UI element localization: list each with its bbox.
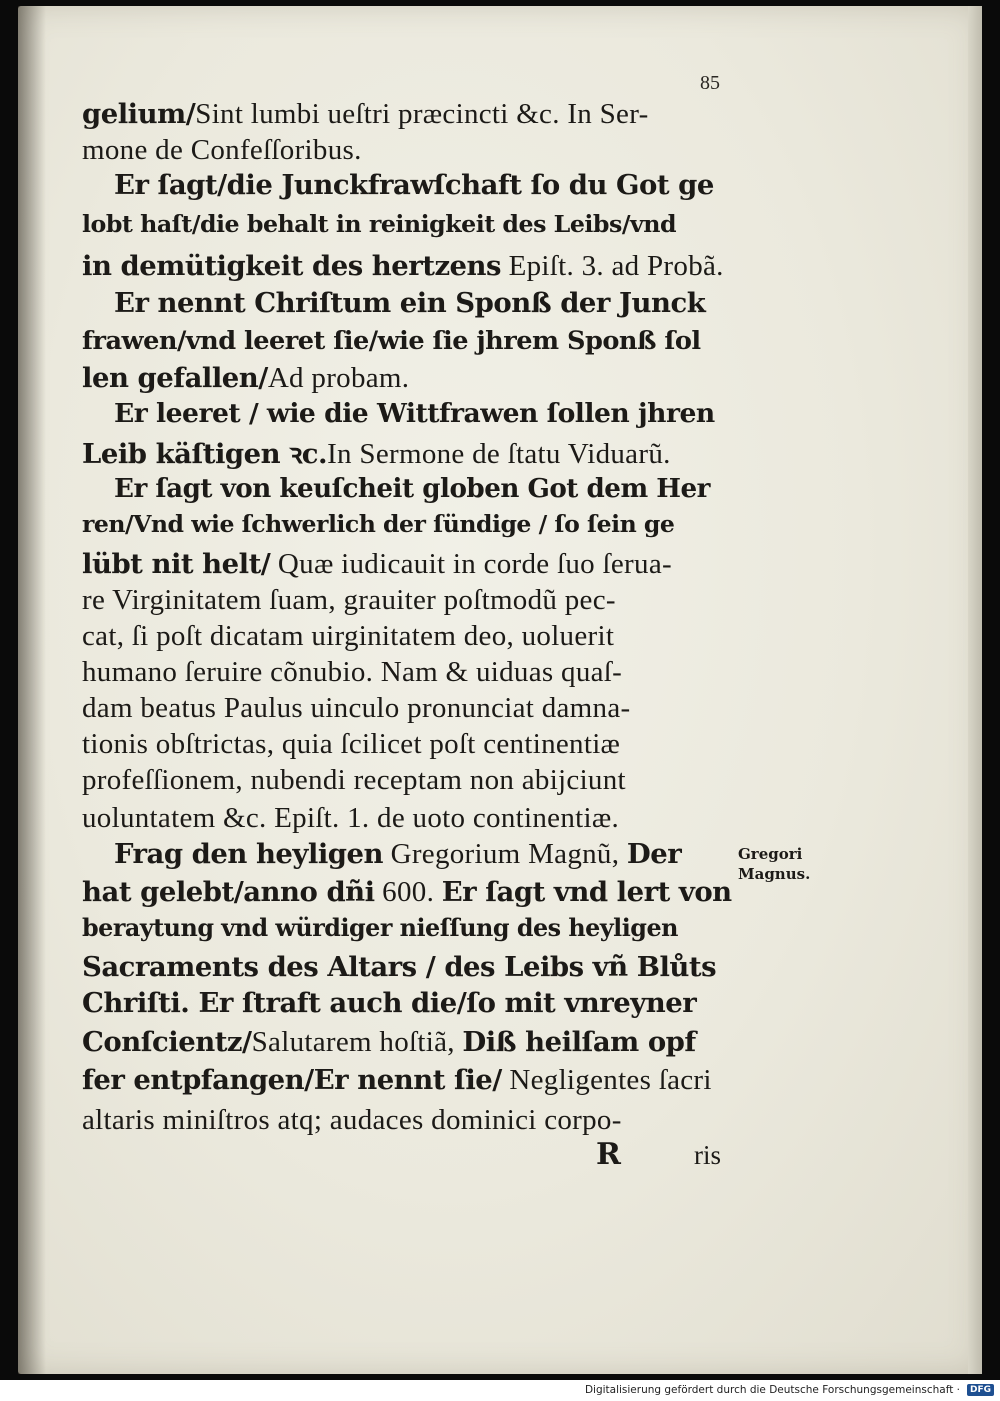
fraktur-text: Er ſagt/die Junckfrawſchaft ſo du Got ge xyxy=(114,169,714,201)
text-line xyxy=(82,586,732,615)
fraktur-text: Frag den heyligen xyxy=(114,838,384,870)
fraktur-text: Er ſagt von keuſcheit globen Got dem Her xyxy=(114,473,710,504)
text-line xyxy=(82,951,732,983)
text-line xyxy=(82,328,732,355)
latin-text: Sint lumbi ueſtri præcincti &c. In Ser- xyxy=(195,98,649,130)
fraktur-text: Conſcientz/ xyxy=(82,1026,252,1058)
signature-mark: R xyxy=(596,1137,621,1172)
fraktur-text: Chriſti. Er ſtraft auch die/ſo mit vnreyner xyxy=(82,987,697,1019)
text-line xyxy=(82,987,732,1019)
fraktur-text: in demütigkeit des hertzens xyxy=(82,250,502,282)
fraktur-text: fer entpfangen/Er nennt ſie/ xyxy=(82,1064,502,1096)
page-gutter-shadow xyxy=(18,6,46,1374)
latin-text: dam beatus Paulus uinculo pronunciat damna- xyxy=(82,692,631,724)
text-line xyxy=(114,287,732,319)
latin-text: uoluntatem &c. Epiſt. 1. de uoto continentiæ. xyxy=(82,802,620,834)
fraktur-text: Leib käſtigen ꝛc. xyxy=(82,438,328,470)
text-line xyxy=(82,1028,732,1057)
fraktur-text: Diß heilſam opf xyxy=(462,1026,696,1058)
latin-text: Gregorium Magnũ, xyxy=(383,838,627,870)
text-line xyxy=(82,550,732,579)
latin-text: Negligentes ſacri xyxy=(501,1064,712,1096)
latin-text: cat, ſi poſt dicatam uirginitatem deo, uoluerit xyxy=(82,620,615,652)
text-line xyxy=(114,169,732,201)
latin-text: profeſſionem, nubendi receptam non abijciunt xyxy=(82,764,626,796)
latin-text: re Virginitatem ſuam, grauiter poſtmodũ pec- xyxy=(82,584,616,616)
fraktur-text: Er ſagt vnd lert von xyxy=(441,876,732,908)
fraktur-text: frawen/vnd leeret ſie/wie ſie jhrem Sponß ſol xyxy=(82,326,701,356)
margin-note-line-1: Gregori xyxy=(738,845,803,863)
fraktur-text: Sacraments des Altars / des Leibs vñ Blůts xyxy=(82,951,717,983)
margin-note-line-2: Magnus. xyxy=(738,865,811,883)
latin-text: Salutarem hoſtiã, xyxy=(251,1026,463,1058)
latin-text: Ad probam. xyxy=(267,362,410,394)
text-line xyxy=(82,878,732,907)
text-line xyxy=(82,136,732,165)
text-line xyxy=(82,364,732,393)
fraktur-text: hat gelebt/anno dñi xyxy=(82,876,375,908)
text-line xyxy=(82,916,732,942)
text-line xyxy=(114,473,732,504)
latin-text: 600. xyxy=(374,876,442,908)
text-line xyxy=(114,400,732,428)
fraktur-text: len gefallen/ xyxy=(82,362,268,394)
text-line xyxy=(82,622,732,651)
text-line xyxy=(114,840,732,869)
latin-text: tionis obſtrictas, quia ſcilicet poſt centinentiæ xyxy=(82,728,621,760)
fraktur-text: ren/Vnd wie ſchwerlich der ſündige / ſo ſein ge xyxy=(82,510,675,538)
latin-text: altaris miniſtros atq; audaces dominici corpo- xyxy=(82,1104,622,1136)
text-line xyxy=(82,1106,732,1135)
text-line xyxy=(82,658,732,687)
latin-text: humano ſeruire cõnubio. Nam & uiduas quaſ- xyxy=(82,656,623,688)
fraktur-text: gelium/ xyxy=(82,98,196,130)
text-line xyxy=(82,512,732,537)
fraktur-text: lobt haſt/die behalt in reinigkeit des Leibs/vnd xyxy=(82,210,677,238)
footer-credit: Digitalisierung gefördert durch die Deutsche Forschungsgemeinschaft · xyxy=(584,1384,960,1396)
text-line xyxy=(82,252,732,281)
fraktur-text: Der xyxy=(626,838,682,870)
latin-text: Epiſt. 3. ad Probã. xyxy=(501,250,724,282)
latin-text: mone de Confeſſoribus. xyxy=(82,134,362,166)
dfg-logo: DFG xyxy=(967,1384,994,1396)
text-line xyxy=(82,730,732,759)
fraktur-text: lübt nit helt/ xyxy=(82,548,271,580)
text-line xyxy=(82,212,732,238)
latin-text: Quæ iudicauit in corde ſuo ſerua- xyxy=(270,548,672,580)
text-line xyxy=(82,694,732,723)
text-line xyxy=(82,1066,732,1095)
text-line xyxy=(82,440,732,469)
catchword: ris xyxy=(694,1140,721,1170)
fraktur-text: Er nennt Chriſtum ein Sponß der Junck xyxy=(114,287,706,319)
text-line xyxy=(82,100,732,129)
text-line xyxy=(82,804,732,833)
fraktur-text: Er leeret / wie die Wittfrawen ſollen jhren xyxy=(114,398,715,429)
text-line xyxy=(82,766,732,795)
page-number: 85 xyxy=(700,72,720,94)
fraktur-text: beraytung vnd würdiger nieſſung des heyligen xyxy=(82,914,678,942)
latin-text: In Sermone de ſtatu Viduarũ. xyxy=(327,438,671,470)
page-edge xyxy=(968,6,982,1374)
